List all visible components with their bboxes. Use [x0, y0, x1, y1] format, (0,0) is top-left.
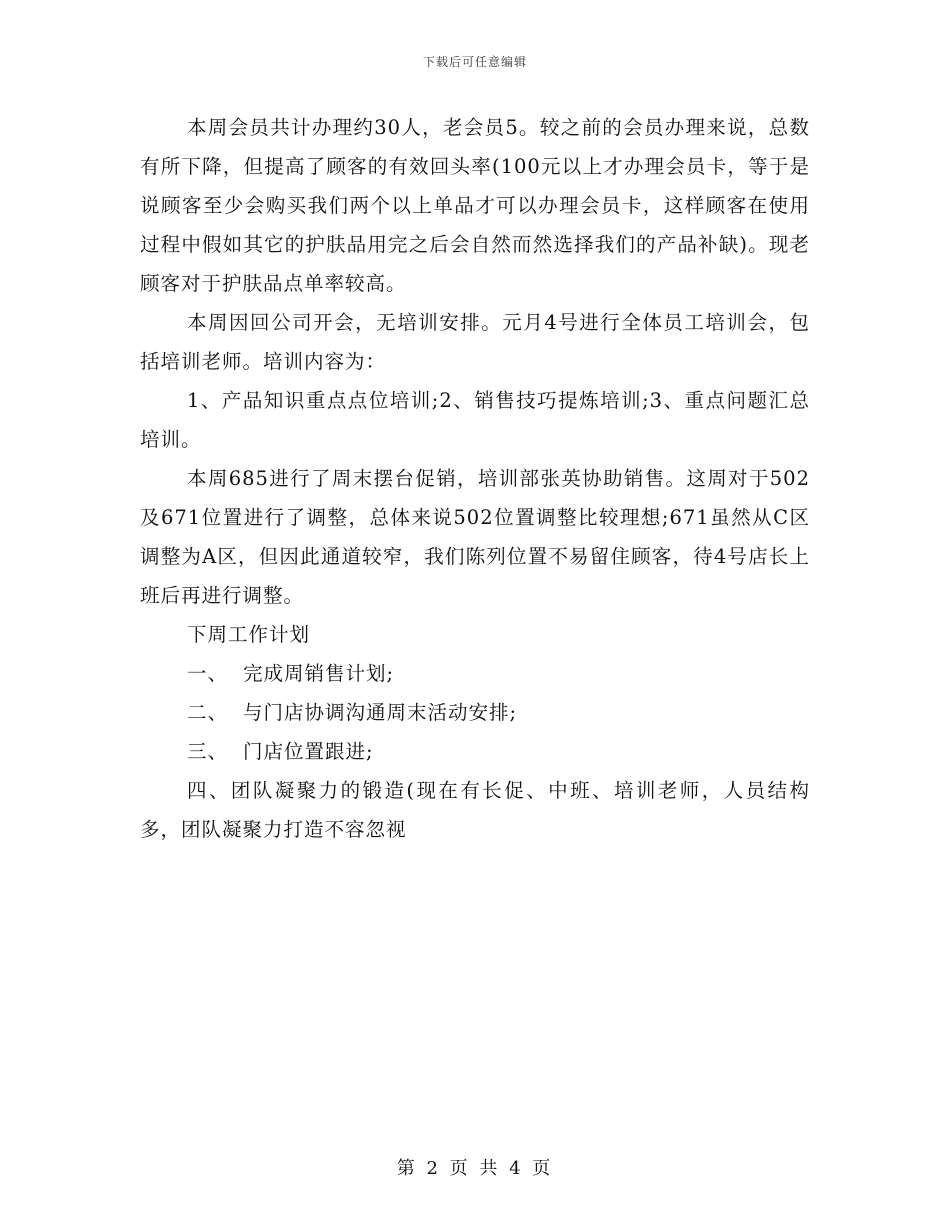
- plan-item-text: 与门店协调沟通周末活动安排;: [243, 701, 518, 724]
- plan-item: [140, 732, 810, 771]
- page-footer: 第 2 页 共 4 页: [396, 1158, 554, 1179]
- plan-title: 下周工作计划: [187, 623, 311, 646]
- plan-item: [140, 693, 810, 732]
- plan-item-marker: 一、: [187, 662, 229, 685]
- paragraph-promotion: 本周685进行了周末摆台促销，培训部张英协助销售。这周对于502及671位置进行了调整，总体来说502位置调整比较理想;671虽然从C区调整为A区，但因此通道较窄，我们陈列位置不易留住顾客，待4号店长上班后再进行调整。: [140, 467, 810, 607]
- plan-item-marker: 二、: [187, 701, 229, 724]
- paragraph-training: 本周因回公司开会，无培训安排。元月4号进行全体员工培训会，包括培训老师。培训内容为：: [140, 311, 810, 373]
- plan-item-text: 门店位置跟进;: [243, 740, 374, 763]
- plan-item-text: 完成周销售计划;: [243, 662, 395, 685]
- plan-item-team: 四、团队凝聚力的锻造(现在有长促、中班、培训老师，人员结构多，团队凝聚力打造不容忽视: [140, 779, 810, 841]
- document-body: [140, 108, 810, 849]
- plan-item-marker: 三、: [187, 740, 229, 763]
- paragraph-training-content: 1、产品知识重点点位培训;2、销售技巧提炼培训;3、重点问题汇总培训。: [140, 389, 810, 451]
- page-header: 下载后可任意编辑: [422, 55, 527, 69]
- paragraph-membership: 本周会员共计办理约30人，老会员5。较之前的会员办理来说，总数有所下降，但提高了顾客的有效回头率(100元以上才办理会员卡，等于是说顾客至少会购买我们两个以上单品才可以办理会员卡，这样顾客在使用过程中假如其它的护肤品用完之后会自然而然选择我们的产品补缺)。现老顾客对于护肤品点单率较高。: [140, 116, 810, 295]
- plan-item: [140, 654, 810, 693]
